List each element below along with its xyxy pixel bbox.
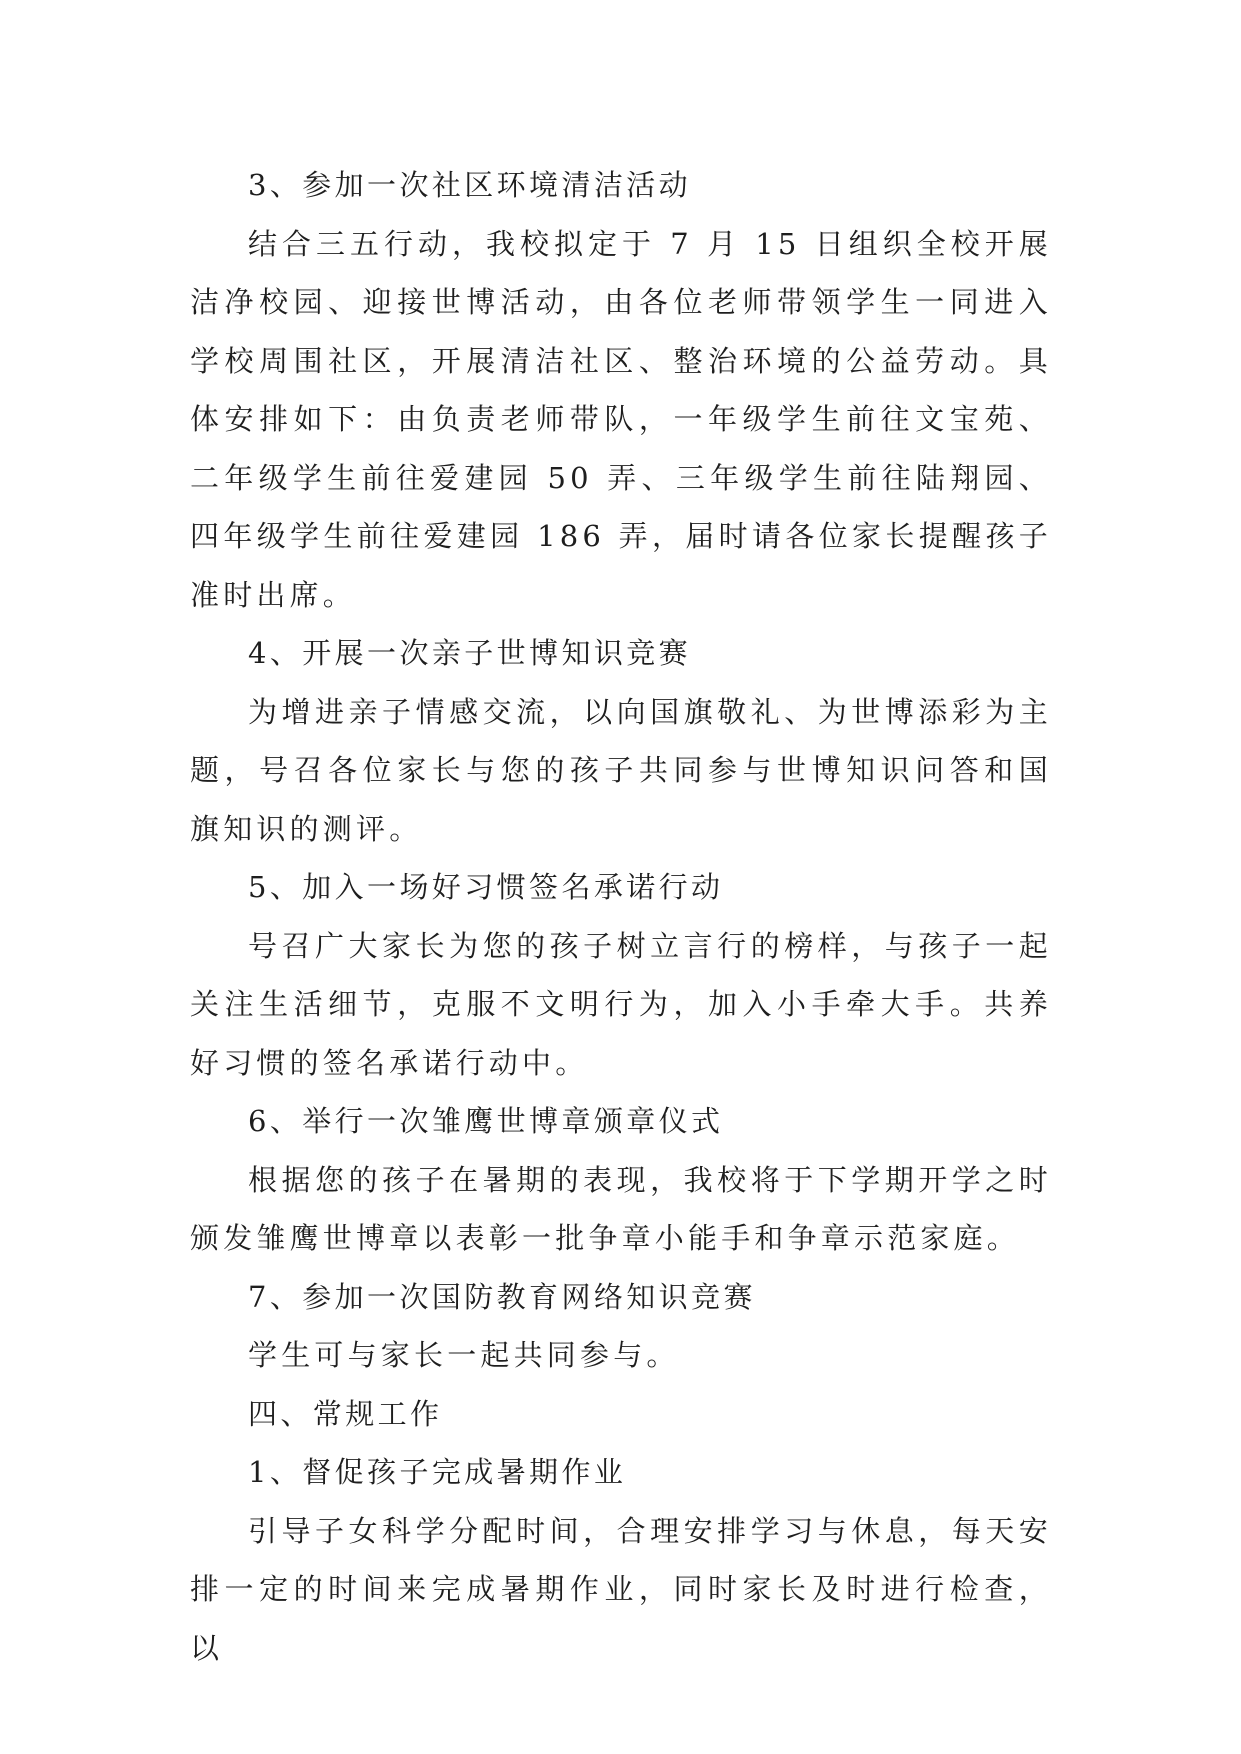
section-heading: 4、开展一次亲子世博知识竞赛 <box>248 636 692 670</box>
section-heading: 5、加入一场好习惯签名承诺行动 <box>248 870 724 904</box>
section-heading: 3、参加一次社区环境清洁活动 <box>248 168 692 202</box>
body-paragraph: 为增进亲子情感交流，以向国旗敬礼、为世博添彩为主题，号召各位家长与您的孩子共同参与世博知识问答和国旗知识的测评。 <box>190 694 1052 846</box>
section-heading: 6、举行一次雏鹰世博章颁章仪式 <box>248 1104 724 1138</box>
body-paragraph: 学生可与家长一起共同参与。 <box>248 1338 680 1372</box>
body-paragraph: 结合三五行动，我校拟定于 7 月 15 日组织全校开展洁净校园、迎接世博活动，由各位老师带领学生一同进入学校周围社区，开展清洁社区、整治环境的公益劳动。具体安排如下：由负责老师带队，一年级学生前往文宝苑、二年级学生前往爱建园 50 弄、三年级学生前往陆翔园、四年级学生前往爱建园 186 弄，届时请各位家长提醒孩子准时出席。 <box>190 226 1052 612</box>
document-body <box>190 156 1052 1677</box>
chapter-heading: 四、常规工作 <box>248 1396 443 1431</box>
section-heading: 7、参加一次国防教育网络知识竞赛 <box>248 1279 756 1314</box>
body-paragraph: 根据您的孩子在暑期的表现，我校将于下学期开学之时颁发雏鹰世博章以表彰一批争章小能手和争章示范家庭。 <box>190 1162 1052 1255</box>
body-paragraph: 引导子女科学分配时间，合理安排学习与休息，每天安排一定的时间来完成暑期作业，同时家长及时进行检查，以 <box>190 1513 1052 1665</box>
section-heading: 1、督促孩子完成暑期作业 <box>248 1455 627 1489</box>
body-paragraph: 号召广大家长为您的孩子树立言行的榜样，与孩子一起关注生活细节，克服不文明行为，加入小手牵大手。共养好习惯的签名承诺行动中。 <box>190 928 1052 1080</box>
